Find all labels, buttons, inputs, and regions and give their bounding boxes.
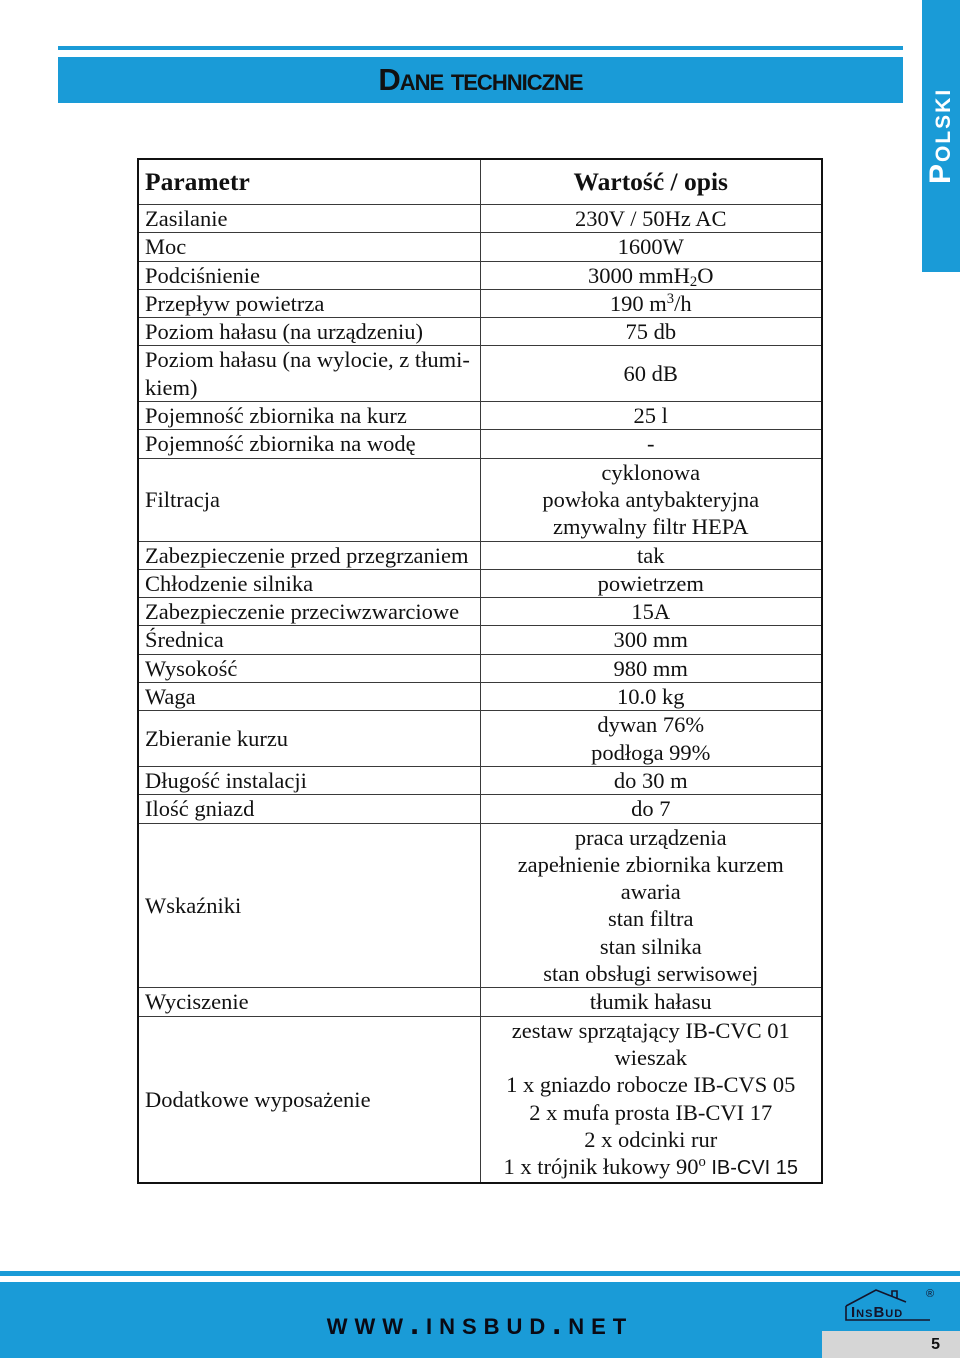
value-cell bbox=[480, 654, 822, 682]
table-row bbox=[138, 626, 822, 654]
value-cell bbox=[480, 598, 822, 626]
value-line: 1 x gniazdo robocze IB-CVS 05 bbox=[506, 1072, 796, 1098]
table-row bbox=[138, 711, 822, 767]
param-cell bbox=[138, 654, 480, 682]
value-line: 230V / 50Hz AC bbox=[575, 206, 727, 231]
title-bar bbox=[58, 57, 903, 103]
table-row bbox=[138, 430, 822, 458]
value-line: zapełnienie zbiornika kurzem bbox=[517, 851, 784, 877]
model-code: IB-CVI 15 bbox=[705, 1157, 799, 1180]
table-row bbox=[138, 346, 822, 402]
registered-mark: ® bbox=[926, 1288, 935, 1300]
spec-table-body bbox=[138, 205, 822, 1184]
value-cell bbox=[480, 823, 822, 988]
language-tab bbox=[922, 0, 960, 272]
param-text: Zabezpieczenie przed przegrzaniem bbox=[145, 542, 469, 568]
value-cell bbox=[480, 261, 822, 289]
table-row bbox=[138, 569, 822, 597]
param-text: Średnica bbox=[145, 627, 224, 653]
value-cell bbox=[480, 988, 822, 1016]
param-cell bbox=[138, 346, 480, 402]
param-text: Pojemność zbiornika na kurz bbox=[145, 403, 407, 429]
superscript: o bbox=[698, 1154, 706, 1171]
value-cell bbox=[480, 458, 822, 541]
value-cell bbox=[480, 541, 822, 569]
value-cell bbox=[480, 205, 822, 233]
value-line: 15A bbox=[631, 599, 671, 625]
value-text: 190 m bbox=[609, 290, 667, 316]
param-cell bbox=[138, 205, 480, 233]
param-cell bbox=[138, 402, 480, 430]
param-cell bbox=[138, 711, 480, 767]
table-row bbox=[138, 654, 822, 682]
value-cell bbox=[480, 569, 822, 597]
table-row bbox=[138, 683, 822, 711]
param-text: Poziom hałasu (na urządzeniu) bbox=[145, 319, 424, 345]
value-line: tak bbox=[637, 542, 665, 568]
param-text: Waga bbox=[145, 684, 196, 710]
page-number-box bbox=[822, 1331, 960, 1358]
value-line: zmywalny filtr HEPA bbox=[553, 514, 749, 540]
value-line: do 7 bbox=[631, 796, 671, 822]
param-cell bbox=[138, 318, 480, 346]
value-cell bbox=[480, 233, 822, 261]
header-row bbox=[138, 159, 822, 205]
value-line: 75 db bbox=[625, 319, 677, 345]
value-line: powłoka antybakteryjna bbox=[542, 486, 760, 512]
param-cell bbox=[138, 795, 480, 823]
value-cell bbox=[480, 402, 822, 430]
value-line: 10.0 kg bbox=[617, 684, 685, 710]
value-text: 3000 mmH bbox=[588, 262, 690, 288]
param-text: Zasilanie bbox=[145, 206, 228, 231]
value-line: podłoga 99% bbox=[591, 739, 711, 765]
value-line: praca urządzenia bbox=[574, 824, 727, 850]
table-row bbox=[138, 766, 822, 794]
param-text: Poziom hałasu (na wylocie, z tłumi- bbox=[145, 347, 470, 373]
value-line bbox=[487, 290, 816, 317]
param-text: Wyciszenie bbox=[145, 989, 249, 1015]
value-line: tłumik hałasu bbox=[589, 989, 712, 1015]
param-text: Filtracja bbox=[145, 486, 220, 512]
param-text: Ilość gniazd bbox=[145, 796, 255, 822]
param-text: Pojemność zbiornika na wodę bbox=[145, 431, 416, 457]
param-text: Podciśnienie bbox=[145, 262, 260, 288]
value-text: O bbox=[697, 262, 714, 288]
table-row bbox=[138, 795, 822, 823]
value-cell bbox=[480, 795, 822, 823]
param-text: Zbieranie kurzu bbox=[145, 725, 289, 751]
value-cell bbox=[480, 626, 822, 654]
table-row bbox=[138, 233, 822, 261]
value-line: 1600W bbox=[617, 234, 684, 260]
value-cell bbox=[480, 683, 822, 711]
value-line: wieszak bbox=[614, 1044, 687, 1070]
param-cell bbox=[138, 458, 480, 541]
param-text: Dodatkowe wyposażenie bbox=[145, 1086, 371, 1112]
logo-text: InsBud bbox=[851, 1304, 904, 1321]
value-line: 980 mm bbox=[613, 655, 688, 681]
insbud-logo bbox=[842, 1286, 938, 1326]
param-text: Długość instalacji bbox=[145, 767, 307, 793]
value-cell bbox=[480, 711, 822, 767]
param-cell bbox=[138, 430, 480, 458]
value-line: awaria bbox=[620, 879, 681, 905]
value-line: cyklonowa bbox=[601, 459, 701, 485]
footer-rule bbox=[0, 1271, 960, 1276]
value-line bbox=[487, 1153, 816, 1182]
table-row bbox=[138, 1016, 822, 1183]
table-row bbox=[138, 318, 822, 346]
value-cell bbox=[480, 430, 822, 458]
param-cell bbox=[138, 1016, 480, 1183]
value-line: 2 x mufa prosta IB-CVI 17 bbox=[529, 1099, 773, 1125]
value-cell bbox=[480, 289, 822, 317]
value-line: - bbox=[647, 431, 655, 457]
value-line: stan obsługi serwisowej bbox=[543, 961, 759, 987]
value-cell bbox=[480, 766, 822, 794]
superscript: 3 bbox=[666, 290, 675, 307]
param-text: kiem) bbox=[145, 374, 198, 400]
param-cell bbox=[138, 569, 480, 597]
value-line: powietrzem bbox=[597, 570, 704, 596]
value-text: 1 x trójnik łukowy 90 bbox=[503, 1154, 699, 1180]
param-cell bbox=[138, 683, 480, 711]
table-row bbox=[138, 261, 822, 289]
value-line: do 30 m bbox=[613, 767, 688, 793]
param-cell bbox=[138, 233, 480, 261]
param-cell bbox=[138, 823, 480, 988]
param-text: Moc bbox=[145, 234, 187, 260]
param-cell bbox=[138, 626, 480, 654]
param-cell bbox=[138, 598, 480, 626]
value-line: zestaw sprzątający IB-CVC 01 bbox=[511, 1017, 790, 1043]
value-line: stan filtra bbox=[607, 906, 694, 932]
value-cell bbox=[480, 1016, 822, 1183]
header-value: Wartość / opis bbox=[480, 159, 822, 205]
param-cell bbox=[138, 988, 480, 1016]
param-text: Przepływ powietrza bbox=[145, 290, 325, 316]
table-row bbox=[138, 205, 822, 233]
value-line: dywan 76% bbox=[597, 712, 705, 738]
value-line: 300 mm bbox=[613, 627, 688, 653]
param-cell bbox=[138, 261, 480, 289]
value-line: stan silnika bbox=[599, 933, 702, 959]
value-cell bbox=[480, 318, 822, 346]
param-text: Wysokość bbox=[145, 655, 238, 681]
param-cell bbox=[138, 289, 480, 317]
top-rule bbox=[58, 46, 903, 50]
header-param: Parametr bbox=[138, 159, 480, 205]
table-row bbox=[138, 541, 822, 569]
value-line: 2 x odcinki rur bbox=[584, 1126, 718, 1152]
spec-table bbox=[137, 158, 823, 1184]
value-line: 60 dB bbox=[623, 361, 678, 387]
param-text: Zabezpieczenie przeciwzwarciowe bbox=[145, 599, 460, 625]
subscript: 2 bbox=[689, 274, 698, 290]
table-row bbox=[138, 458, 822, 541]
table-row bbox=[138, 598, 822, 626]
param-cell bbox=[138, 766, 480, 794]
table-row bbox=[138, 289, 822, 317]
param-text: Wskaźniki bbox=[145, 892, 242, 918]
param-text: Chłodzenie silnika bbox=[145, 570, 314, 596]
table-row bbox=[138, 988, 822, 1016]
value-cell bbox=[480, 346, 822, 402]
website-url: www.insbud.net bbox=[326, 1305, 634, 1341]
table-row bbox=[138, 823, 822, 988]
page-number: 5 bbox=[931, 1336, 940, 1353]
value-text: /h bbox=[674, 290, 692, 316]
value-line bbox=[487, 262, 816, 289]
page-title: Dane techniczne bbox=[378, 62, 583, 97]
param-cell bbox=[138, 541, 480, 569]
value-line: 25 l bbox=[633, 403, 668, 429]
spec-table-head bbox=[138, 159, 822, 205]
language-label: Polski bbox=[924, 87, 957, 185]
table-row bbox=[138, 402, 822, 430]
